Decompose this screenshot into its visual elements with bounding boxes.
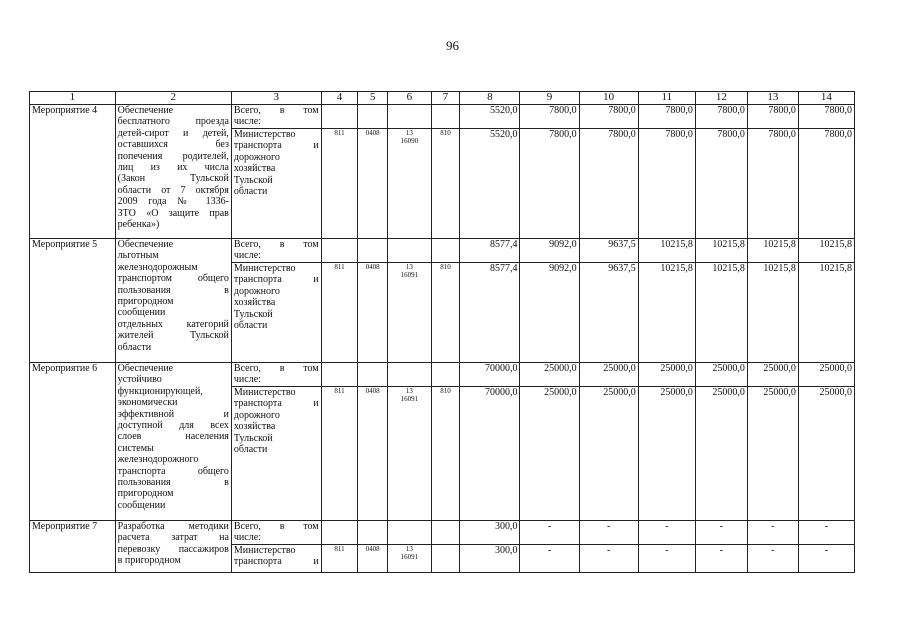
ministry-line: хозяйства [233,421,276,433]
ministry-line: области [233,186,268,198]
total-value: 10215,8 [747,239,798,263]
ministry-value: - [747,545,798,573]
ministry-line: Тульской [233,308,273,320]
ministry-value: 7800,0 [579,129,638,239]
description-line: экономически [117,397,178,409]
code-target-part: 13 [405,545,413,553]
total-value: 25000,0 [798,363,854,387]
description-line: пользования в [117,284,229,296]
ministry-value: - [579,545,638,573]
total-value: 25000,0 [520,363,579,387]
total-label [231,105,321,129]
description-line: Обеспечение [117,105,174,116]
code-expense-type: 810 [431,263,460,363]
ministry-line: транспорта и [233,398,319,410]
code-target-article [387,545,431,573]
total-value: - [638,521,695,545]
total-value: 7800,0 [638,105,695,129]
total-label-line: Всего, в том [233,521,319,532]
ministry-line: дорожного [233,151,280,163]
ministry-value: 7800,0 [638,129,695,239]
ministry-value: 8577,4 [460,263,520,363]
event-description [115,239,231,363]
ministry-value: 7800,0 [520,129,579,239]
total-value: 8577,4 [460,239,520,263]
total-value: 9092,0 [520,239,579,263]
event-name: Мероприятие 5 [30,239,116,363]
event-name: Мероприятие 7 [30,521,116,573]
ministry-line: Министерство [233,387,296,398]
code-ministry: 811 [321,263,358,363]
code-target-part: 16090 [400,137,419,145]
event-description [115,105,231,239]
code-section: 0408 [358,545,388,573]
ministry-line: области [233,444,268,456]
total-value: 7800,0 [798,105,854,129]
code-section: 0408 [358,263,388,363]
code-target-article [387,129,431,239]
code-target-part: 16091 [400,553,419,561]
column-header: 9 [520,92,579,105]
empty-code-cell [358,521,388,545]
total-value: 5520,0 [460,105,520,129]
empty-code-cell [358,363,388,387]
event-description [115,521,231,573]
event-total-row [30,363,855,387]
empty-code-cell [387,521,431,545]
code-expense-type [431,545,460,573]
total-value: 10215,8 [638,239,695,263]
empty-code-cell [387,105,431,129]
description-line: сообщении [117,499,166,511]
description-line: железнодорожного [117,454,199,466]
ministry-value: 7800,0 [695,129,747,239]
description-line: транспорта общего [117,465,229,477]
total-label [231,521,321,545]
description-line: Обеспечение [117,239,174,250]
empty-code-cell [321,105,358,129]
ministry-line: области [233,320,268,332]
ministry-line: дорожного [233,285,280,297]
column-header: 7 [431,92,460,105]
ministry-value: 10215,8 [638,263,695,363]
ministry-line: транспорта и [233,274,319,286]
column-header: 11 [638,92,695,105]
event-total-row [30,239,855,263]
description-line: эффективной и [117,408,229,420]
column-header: 3 [231,92,321,105]
total-value: - [520,521,579,545]
ministry-line: хозяйства [233,163,276,175]
column-header: 10 [579,92,638,105]
description-line: оставшихся без [117,139,229,151]
ministry-value: 10215,8 [747,263,798,363]
description-line: ЗТО «О защите прав [117,207,229,219]
total-label-line: числе: [233,250,261,262]
description-line: пользования в [117,477,229,489]
ministry-value: 9092,0 [520,263,579,363]
event-description [115,363,231,521]
empty-code-cell [431,105,460,129]
total-value: - [747,521,798,545]
ministry-value: - [695,545,747,573]
description-line: слоев населения [117,431,229,443]
ministry-value: 25000,0 [747,387,798,521]
ministry-name [231,263,321,363]
ministry-line: Тульской [233,174,273,186]
ministry-line: транспорта и [233,556,319,568]
total-value: 25000,0 [747,363,798,387]
column-header: 4 [321,92,358,105]
description-line: ребенка») [117,219,160,231]
ministry-line: Министерство [233,263,296,274]
ministry-value: 9637,5 [579,263,638,363]
description-line: попечения родителей, [117,150,229,162]
code-target-part: 13 [405,387,413,395]
description-line: расчета затрат на [117,532,229,544]
column-header: 13 [747,92,798,105]
total-value: 9637,5 [579,239,638,263]
description-line: пригородном [117,488,174,500]
description-line: области [117,341,152,353]
code-ministry: 811 [321,129,358,239]
column-header: 5 [358,92,388,105]
ministry-value: 7800,0 [747,129,798,239]
empty-code-cell [321,239,358,263]
ministry-value: 25000,0 [798,387,854,521]
total-label-line: числе: [233,116,261,128]
ministry-value: 10215,8 [798,263,854,363]
total-value: 300,0 [460,521,520,545]
description-line: Разработка методики [117,521,229,532]
ministry-value: 300,0 [460,545,520,573]
description-line: бесплатного проезда [117,116,229,128]
total-value: - [695,521,747,545]
description-line: 2009 года № 1336- [117,196,229,208]
total-value: 25000,0 [695,363,747,387]
ministry-value: 70000,0 [460,387,520,521]
ministry-line: дорожного [233,409,280,421]
header-row [30,92,855,105]
description-line: функционирующей, [117,385,203,397]
empty-code-cell [387,239,431,263]
budget-table [29,91,855,573]
ministry-name [231,545,321,573]
code-expense-type: 810 [431,129,460,239]
ministry-value: 25000,0 [579,387,638,521]
ministry-name [231,129,321,239]
ministry-value: 10215,8 [695,263,747,363]
description-line: системы [117,442,154,454]
code-expense-type: 810 [431,387,460,521]
total-value: 10215,8 [695,239,747,263]
description-line: льготным [117,250,159,262]
code-ministry: 811 [321,545,358,573]
description-line: транспортом общего [117,273,229,285]
total-value: - [579,521,638,545]
code-target-part: 16091 [400,395,419,403]
code-target-part: 13 [405,263,413,271]
description-line: сообщении [117,307,166,319]
total-label-line: числе: [233,374,261,386]
total-value: 70000,0 [460,363,520,387]
ministry-value: 5520,0 [460,129,520,239]
description-line: области от 7 октября [117,184,229,196]
description-line: отдельных категорий [117,318,229,330]
ministry-value: - [798,545,854,573]
code-target-part: 13 [405,129,413,137]
description-line: устойчиво [117,374,162,386]
ministry-line: Министерство [233,129,296,140]
description-line: перевозку пассажиров [117,543,229,555]
description-line: доступной для всех [117,420,229,432]
column-header: 1 [30,92,116,105]
code-target-part: 16091 [400,271,419,279]
ministry-line: Министерство [233,545,296,556]
total-label [231,239,321,263]
description-line: железнодорожным [117,261,198,273]
page-number: 96 [446,38,459,53]
event-name: Мероприятие 6 [30,363,116,521]
column-header: 8 [460,92,520,105]
empty-code-cell [358,239,388,263]
total-value: 25000,0 [638,363,695,387]
ministry-line: хозяйства [233,297,276,309]
column-header: 2 [115,92,231,105]
event-name: Мероприятие 4 [30,105,116,239]
ministry-value: 25000,0 [695,387,747,521]
code-section: 0408 [358,387,388,521]
description-line: в пригородном [117,555,181,567]
total-label [231,363,321,387]
empty-code-cell [321,363,358,387]
ministry-value: - [520,545,579,573]
empty-code-cell [431,239,460,263]
event-total-row [30,105,855,129]
empty-code-cell [321,521,358,545]
code-target-article [387,387,431,521]
total-label-line: Всего, в том [233,239,319,250]
empty-code-cell [431,363,460,387]
total-label-line: Всего, в том [233,363,319,374]
code-section: 0408 [358,129,388,239]
column-header: 6 [387,92,431,105]
total-label-line: числе: [233,532,261,544]
event-total-row [30,521,855,545]
empty-code-cell [387,363,431,387]
column-header: 14 [798,92,854,105]
total-value: 7800,0 [520,105,579,129]
total-value: 7800,0 [695,105,747,129]
ministry-value: - [638,545,695,573]
ministry-value: 25000,0 [638,387,695,521]
ministry-name [231,387,321,521]
ministry-line: Тульской [233,432,273,444]
description-line: детей-сирот и детей, [117,127,229,139]
description-line: жителей Тульской [117,330,229,342]
description-line: лиц из их числа [117,162,229,174]
empty-code-cell [431,521,460,545]
ministry-line: транспорта и [233,140,319,152]
description-line: Обеспечение [117,363,174,374]
description-line: (Закон Тульской [117,173,229,185]
total-value: - [798,521,854,545]
total-label-line: Всего, в том [233,105,319,116]
description-line: пригородном [117,296,174,308]
code-ministry: 811 [321,387,358,521]
total-value: 25000,0 [579,363,638,387]
empty-code-cell [358,105,388,129]
column-header: 12 [695,92,747,105]
total-value: 7800,0 [579,105,638,129]
total-value: 10215,8 [798,239,854,263]
ministry-value: 7800,0 [798,129,854,239]
total-value: 7800,0 [747,105,798,129]
ministry-value: 25000,0 [520,387,579,521]
code-target-article [387,263,431,363]
